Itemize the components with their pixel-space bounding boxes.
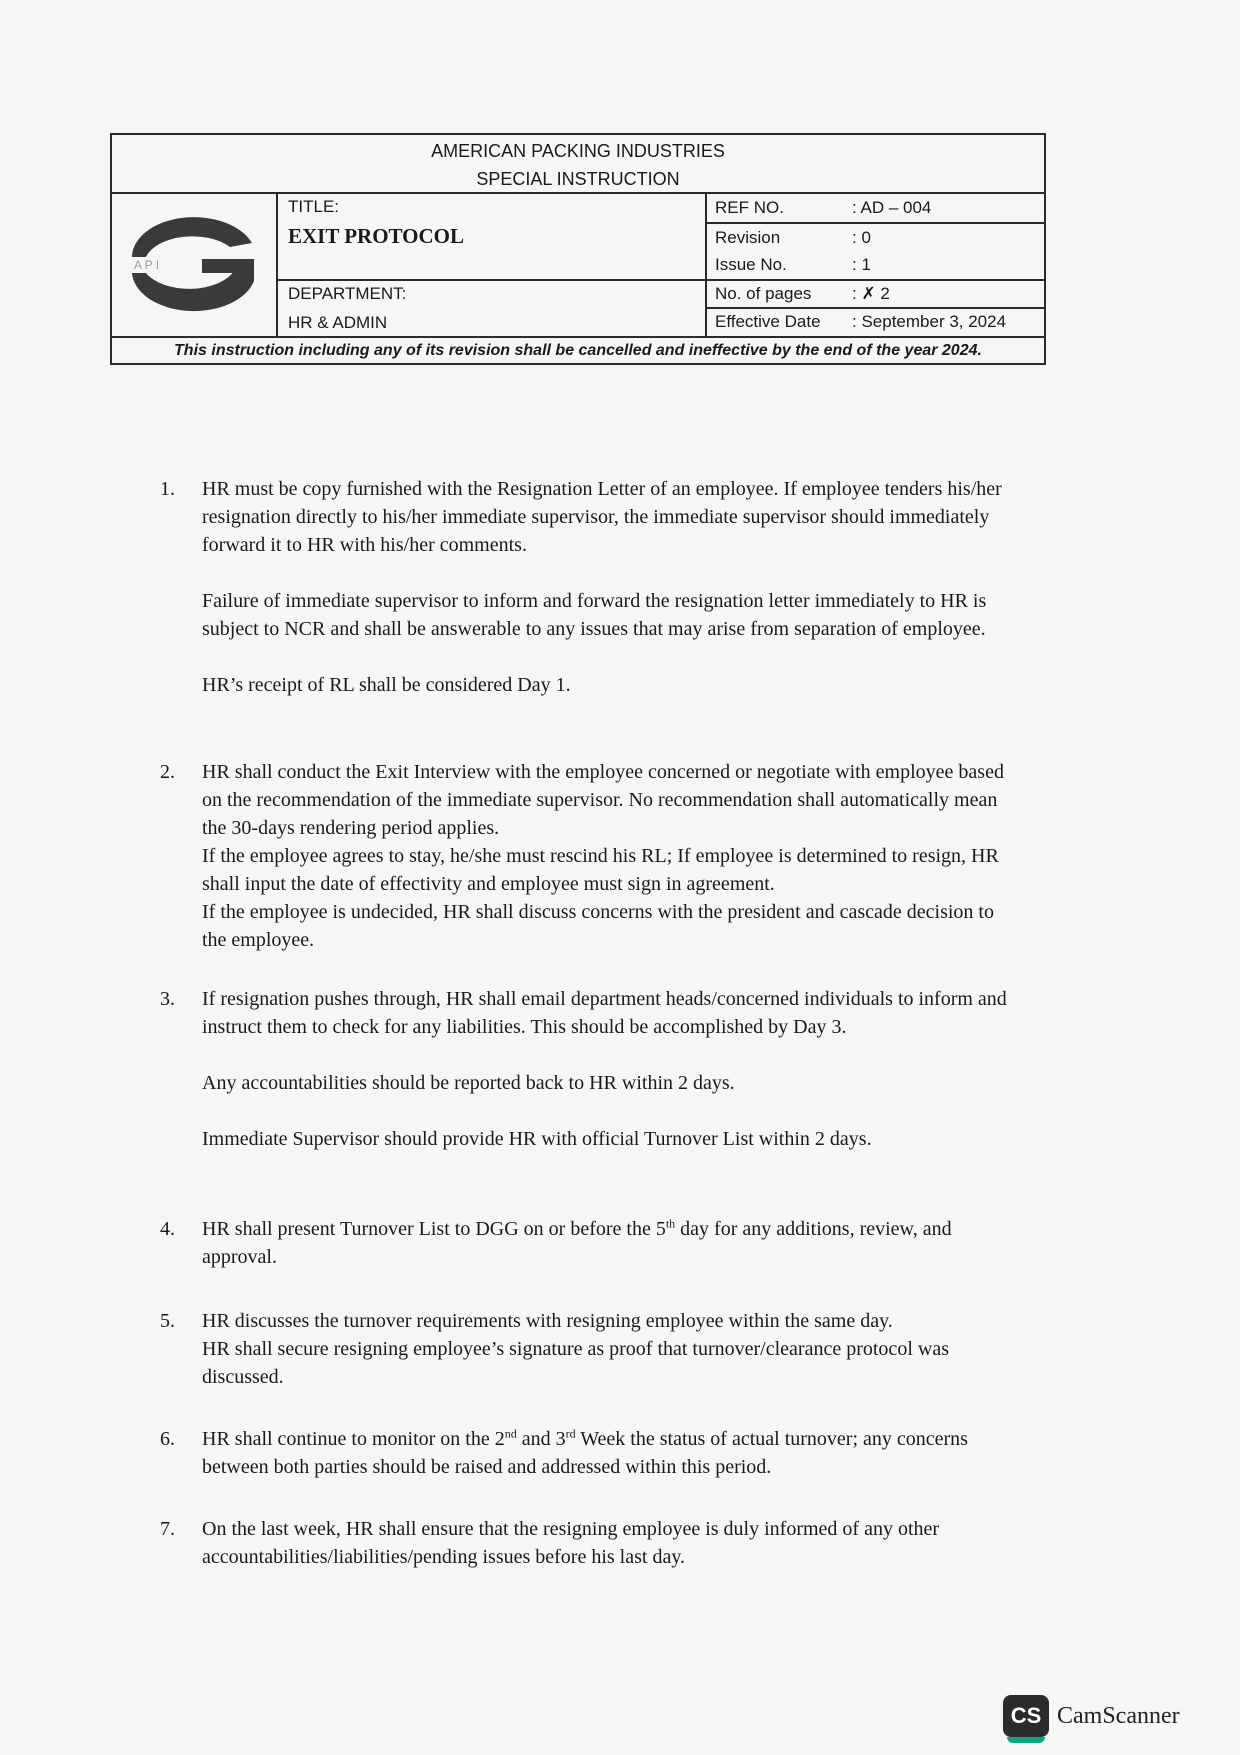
effective-date-label: Effective Date (715, 312, 821, 331)
camscanner-watermark (1003, 1693, 1180, 1739)
item-number: 3. (160, 988, 175, 1010)
title-value: EXIT PROTOCOL (288, 224, 465, 248)
item-paragraph: On the last week, HR shall ensure that the resigning employee is duly informed of any other accountabilities/liabilities/pending issues before his last day. (202, 1518, 940, 1568)
title-label: TITLE: (288, 197, 340, 216)
item-paragraph: Any accountabilities should be reported back to HR within 2 days. (202, 1072, 735, 1094)
item-number: 2. (160, 761, 175, 783)
svg-text:A P I: A P I (134, 258, 160, 272)
document-header-table (110, 133, 1046, 365)
item-paragraph: HR’s receipt of RL shall be considered Day 1. (202, 674, 571, 696)
item-paragraph: Failure of immediate supervisor to inform and forward the resignation letter immediately to HR is subject to NCR and shall be answerable to any issues that may arise from separation of employee. (202, 590, 987, 640)
item-paragraph: If the employee is undecided, HR shall discuss concerns with the president and cascade decision to the employee. (202, 901, 994, 951)
item-number: 1. (160, 478, 175, 500)
item-paragraph: HR must be copy furnished with the Resignation Letter of an employee. If employee tenders his/her resignation directly to his/her immediate supervisor, the immediate supervisor should immediately forward it to HR with his/her comments. (202, 478, 1002, 556)
ref-label: REF NO. (715, 198, 784, 217)
item-number: 7. (160, 1518, 175, 1540)
revision-label: Revision (715, 228, 781, 247)
item-text (202, 1425, 1020, 1481)
issue-label: Issue No. (715, 255, 787, 274)
item-text (202, 1215, 1020, 1271)
item-text (202, 1515, 1020, 1571)
validity-disclaimer: This instruction including any of its revision shall be cancelled and ineffective by the end of the year 2024. (174, 342, 982, 359)
revision-value: : 0 (852, 228, 871, 247)
item-number: 5. (160, 1310, 175, 1332)
item-paragraph: HR discusses the turnover requirements with resigning employee within the same day. (202, 1310, 893, 1332)
department-label: DEPARTMENT: (288, 284, 407, 303)
item-number: 4. (160, 1218, 175, 1240)
item-paragraph: If resignation pushes through, HR shall email department heads/concerned individuals to inform and instruct them to check for any liabilities. This should be accomplished by Day 3. (202, 988, 1007, 1038)
item-paragraph: HR shall present Turnover List to DGG on or before the 5th day for any additions, review, and approval. (202, 1216, 952, 1268)
item-number: 6. (160, 1428, 175, 1450)
item-text (202, 985, 1020, 1153)
department-value: HR & ADMIN (288, 313, 388, 332)
document-type: SPECIAL INSTRUCTION (476, 169, 680, 189)
item-text (202, 475, 1020, 699)
company-logo (112, 195, 277, 333)
item-paragraph: HR shall continue to monitor on the 2nd and 3rd Week the status of actual turnover; any concerns between both parties should be raised and addressed within this period. (202, 1426, 968, 1478)
item-text (202, 1307, 1020, 1391)
item-paragraph: HR shall conduct the Exit Interview with the employee concerned or negotiate with employee based on the recommendation of the immediate supervisor. No recommendation shall automatically mean the 30-days rendering period applies. (202, 761, 1004, 839)
pages-value: : ✗ 2 (852, 284, 890, 303)
ref-value: : AD – 004 (852, 198, 932, 217)
item-text (202, 758, 1020, 954)
pages-label: No. of pages (715, 284, 812, 303)
effective-date-value: : September 3, 2024 (852, 312, 1007, 331)
camscanner-brand: CamScanner (1057, 1702, 1180, 1729)
header-company-block (112, 137, 1044, 193)
camscanner-logo-icon: CS (1003, 1695, 1049, 1737)
item-paragraph: Immediate Supervisor should provide HR with official Turnover List within 2 days. (202, 1128, 872, 1150)
item-paragraph: HR shall secure resigning employee’s signature as proof that turnover/clearance protocol was discussed. (202, 1338, 949, 1388)
item-paragraph: If the employee agrees to stay, he/she must rescind his RL; If employee is determined to resign, HR shall input the date of effectivity and employee must sign in agreement. (202, 845, 999, 895)
company-name: AMERICAN PACKING INDUSTRIES (431, 141, 725, 161)
issue-value: : 1 (852, 255, 871, 274)
